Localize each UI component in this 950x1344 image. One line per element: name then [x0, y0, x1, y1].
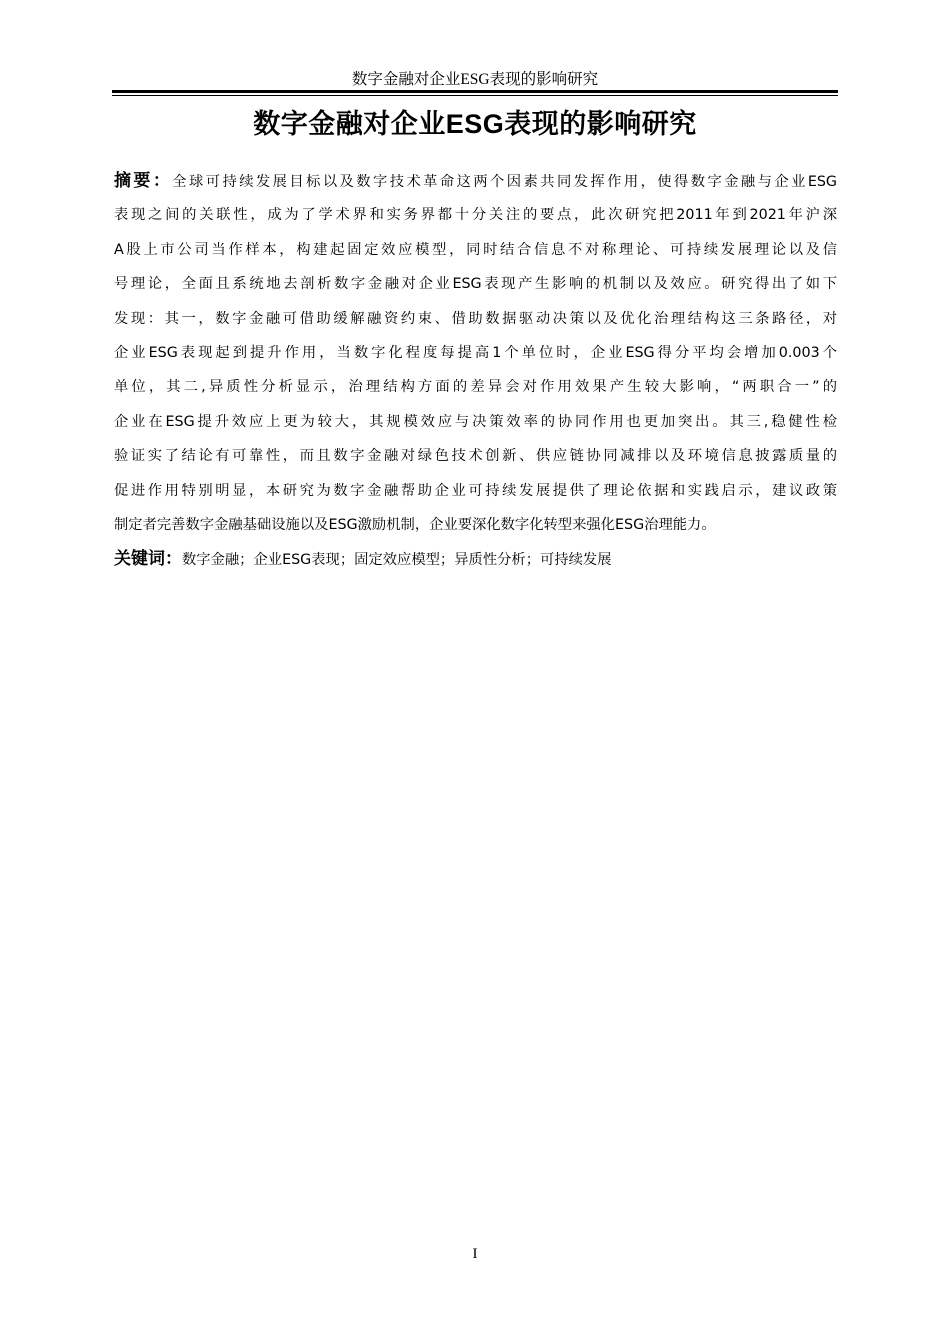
keywords-line [114, 546, 837, 580]
running-header: 数字金融对企业ESG表现的影响研究 [351, 71, 599, 88]
abstract-line: 企业ESG表现起到提升作用，当数字化程度每提高1个单位时，企业ESG得分平均会增加0.003个 [114, 344, 837, 361]
page-number: I [472, 1246, 478, 1262]
abstract-line: 表现之间的关联性，成为了学术界和实务界都十分关注的要点，此次研究把2011年到2021年沪深 [114, 207, 837, 224]
abstract-line: 号理论，全面且系统地去剖析数字金融对企业ESG表现产生影响的机制以及效应。研究得出了如下 [114, 276, 837, 293]
abstract-text: 全球可持续发展目标以及数字技术革命这两个因素共同发挥作用，使得数字金融与企业ESG [172, 174, 837, 190]
header-rule-thin [112, 95, 838, 96]
abstract-line: 企业在ESG提升效应上更为较大，其规模效应与决策效率的协同作用也更加突出。其三,稳健性检 [114, 413, 837, 430]
abstract-line: A股上市公司当作样本，构建起固定效应模型，同时结合信息不对称理论、可持续发展理论以及信 [114, 241, 837, 258]
page-title: 数字金融对企业ESG表现的影响研究 [253, 109, 697, 139]
abstract-section [114, 168, 837, 581]
abstract-line: 验证实了结论有可靠性，而且数字金融对绿色技术创新、供应链协同减排以及环境信息披露质量的 [114, 448, 837, 465]
header-rule-thick [112, 90, 838, 93]
abstract-line [114, 168, 837, 202]
keywords-text: 数字金融；企业ESG表现；固定效应模型；异质性分析；可持续发展 [182, 552, 612, 569]
abstract-label: 摘要： [114, 171, 173, 190]
keywords-label: 关键词： [114, 549, 182, 569]
abstract-line: 促进作用特别明显，本研究为数字金融帮助企业可持续发展提供了理论依据和实践启示，建议政策 [114, 482, 837, 499]
abstract-line: 单位，其二,异质性分析显示，治理结构方面的差异会对作用效果产生较大影响，“两职合一”的 [114, 379, 837, 396]
abstract-line: 发现：其一，数字金融可借助缓解融资约束、借助数据驱动决策以及优化治理结构这三条路径，对 [114, 310, 837, 327]
abstract-line: 制定者完善数字金融基础设施以及ESG激励机制，企业要深化数字化转型来强化ESG治理能力。 [114, 516, 716, 533]
